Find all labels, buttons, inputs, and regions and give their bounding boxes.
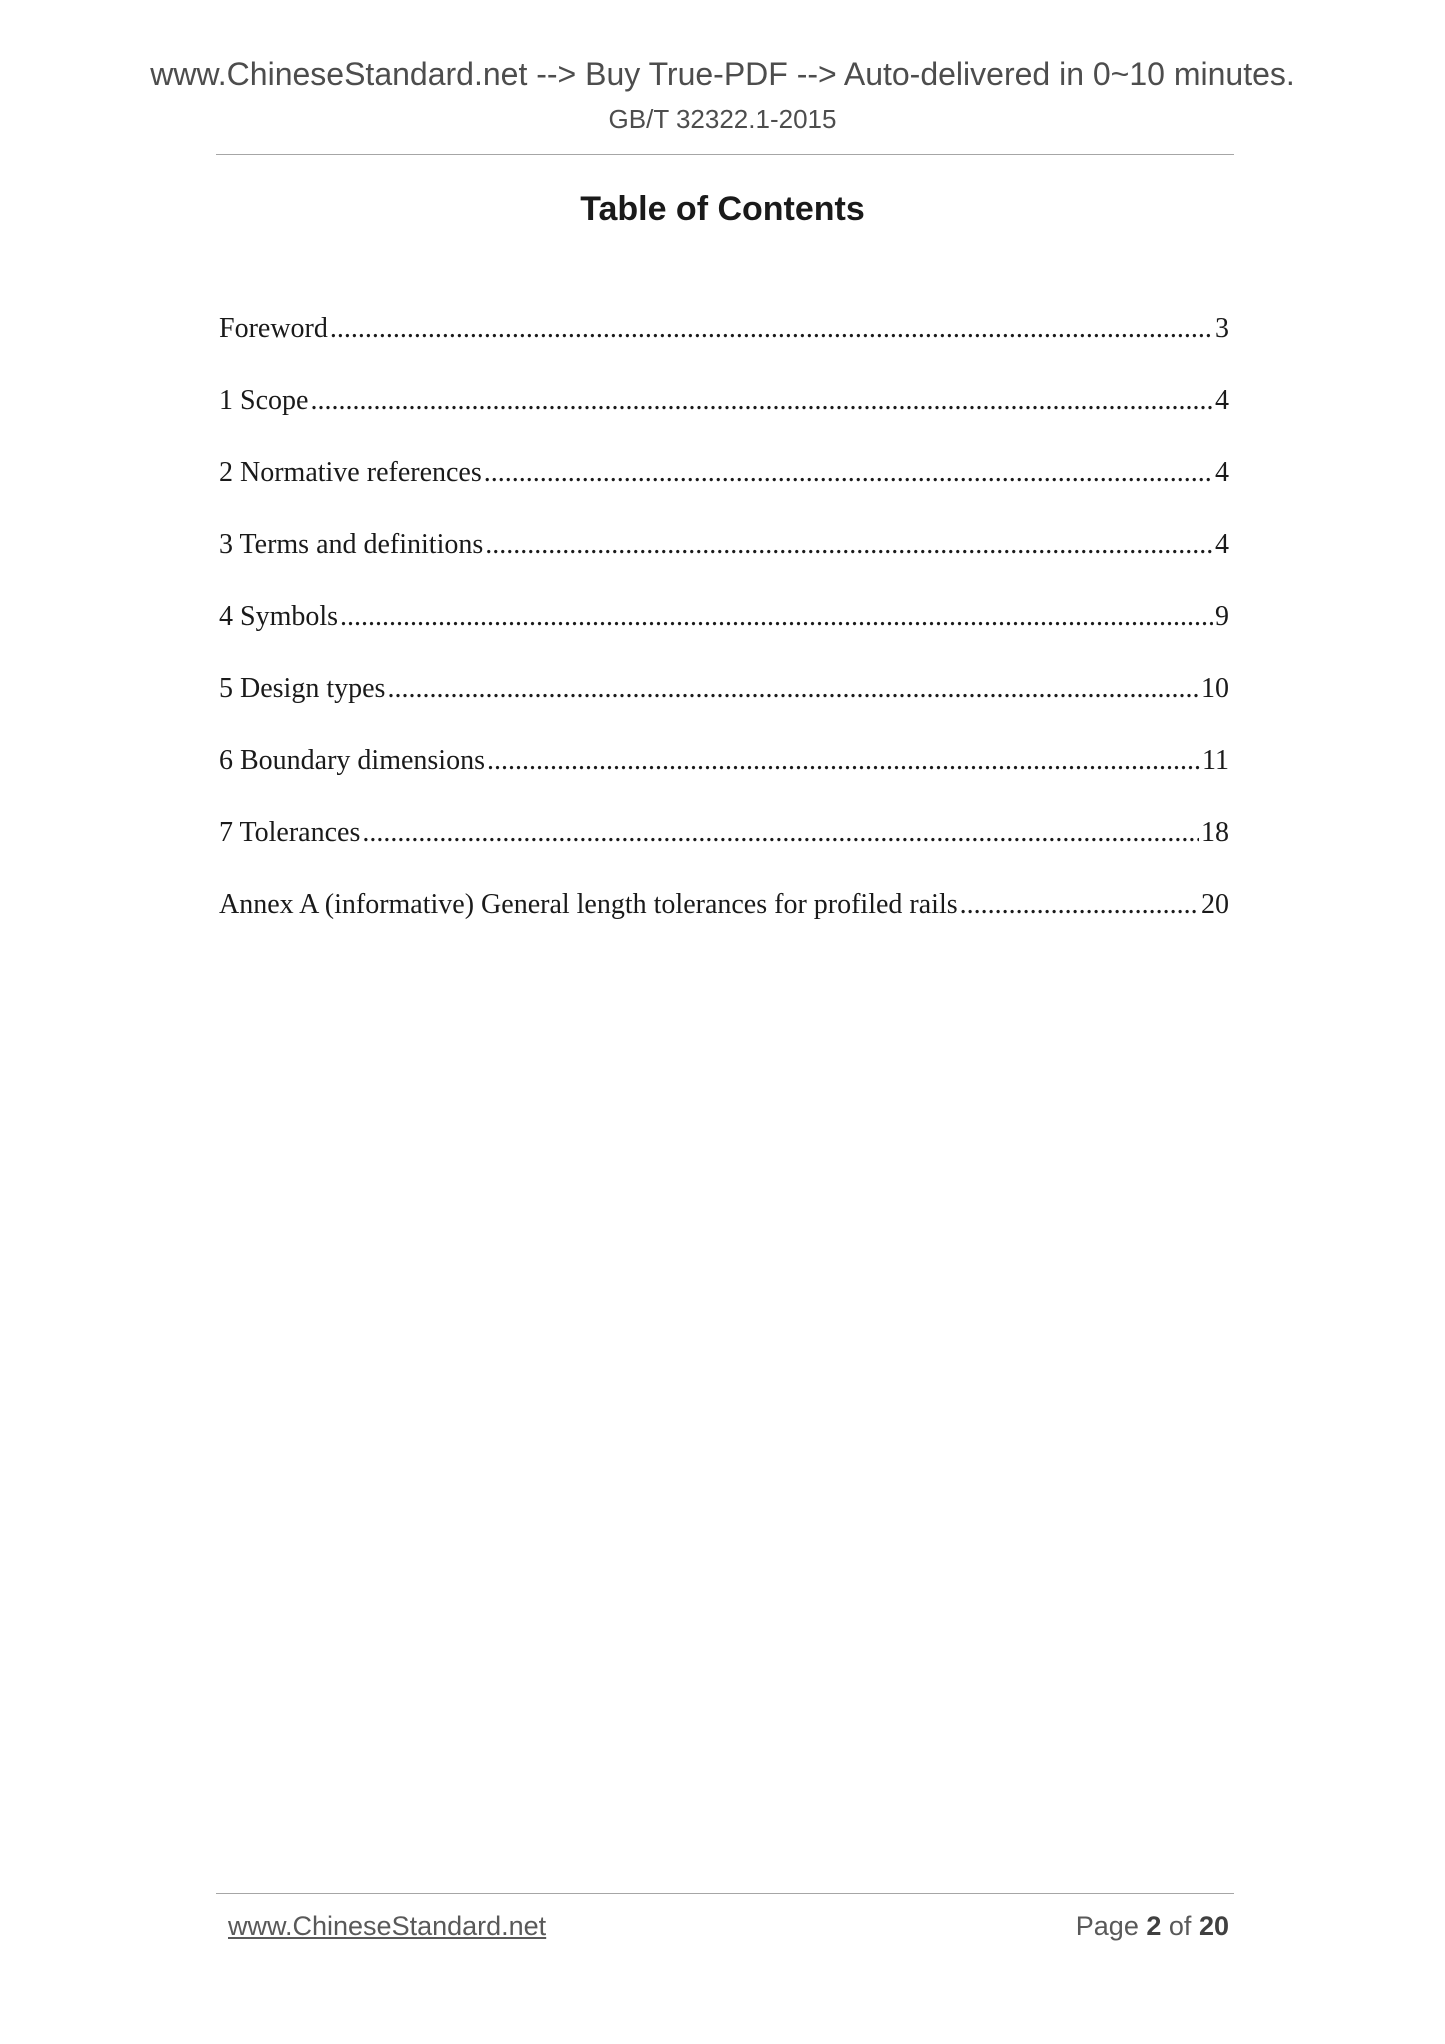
toc-entry-symbols[interactable] bbox=[219, 601, 1229, 673]
toc-entry-foreword[interactable] bbox=[219, 313, 1229, 385]
header-banner: www.ChineseStandard.net --> Buy True-PDF --> Auto-delivered in 0~10 minutes. bbox=[150, 56, 1295, 92]
current-page: 2 bbox=[1146, 1911, 1162, 1941]
toc-entry-normative-references[interactable] bbox=[219, 457, 1229, 529]
toc-entry-page: 20 bbox=[1201, 889, 1229, 920]
toc-entry-label: 4 Symbols bbox=[219, 601, 339, 632]
toc-entry-page: 3 bbox=[1215, 313, 1229, 344]
toc-dot-leader bbox=[362, 817, 1199, 849]
toc-dot-leader bbox=[960, 889, 1199, 921]
toc-entry-scope[interactable] bbox=[219, 385, 1229, 457]
toc-entry-label: 2 Normative references bbox=[219, 457, 482, 488]
page-prefix: Page bbox=[1075, 1911, 1139, 1941]
toc-entry-label: Annex A (informative) General length tolerances for profiled rails bbox=[219, 889, 958, 920]
toc-entry-terms-and-definitions[interactable] bbox=[219, 529, 1229, 601]
toc-entry-label: 6 Boundary dimensions bbox=[219, 745, 485, 776]
toc-entry-label: 7 Tolerances bbox=[219, 817, 361, 848]
toc-entry-annex-a[interactable] bbox=[219, 889, 1229, 961]
toc-entry-page: 4 bbox=[1215, 457, 1229, 488]
page-title: Table of Contents bbox=[580, 190, 865, 228]
header-divider bbox=[216, 154, 1234, 155]
footer-divider bbox=[216, 1893, 1234, 1894]
toc-dot-leader bbox=[387, 673, 1199, 705]
page-of: of bbox=[1168, 1911, 1192, 1941]
toc-entry-page: 10 bbox=[1201, 673, 1229, 704]
toc-entry-label: 1 Scope bbox=[219, 385, 309, 416]
page-number bbox=[1076, 1911, 1229, 1942]
toc-dot-leader bbox=[485, 529, 1213, 561]
toc-dot-leader bbox=[310, 385, 1213, 417]
total-pages: 20 bbox=[1198, 1911, 1229, 1941]
toc-entry-page: 4 bbox=[1215, 529, 1229, 560]
toc-entry-page: 18 bbox=[1201, 817, 1229, 848]
toc-entry-boundary-dimensions[interactable] bbox=[219, 745, 1229, 817]
toc-entry-page: 4 bbox=[1215, 385, 1229, 416]
standard-id: GB/T 32322.1-2015 bbox=[608, 104, 837, 134]
toc-entry-label: Foreword bbox=[219, 313, 328, 344]
toc-dot-leader bbox=[330, 313, 1213, 345]
table-of-contents bbox=[219, 313, 1229, 961]
footer-site-link[interactable]: www.ChineseStandard.net bbox=[228, 1911, 547, 1941]
toc-dot-leader bbox=[340, 601, 1213, 633]
toc-entry-tolerances[interactable] bbox=[219, 817, 1229, 889]
toc-entry-page: 11 bbox=[1202, 745, 1229, 776]
toc-entry-page: 9 bbox=[1215, 601, 1229, 632]
toc-entry-label: 3 Terms and definitions bbox=[219, 529, 484, 560]
toc-dot-leader bbox=[484, 457, 1213, 489]
toc-entry-design-types[interactable] bbox=[219, 673, 1229, 745]
toc-entry-label: 5 Design types bbox=[219, 673, 386, 704]
toc-dot-leader bbox=[487, 745, 1200, 777]
